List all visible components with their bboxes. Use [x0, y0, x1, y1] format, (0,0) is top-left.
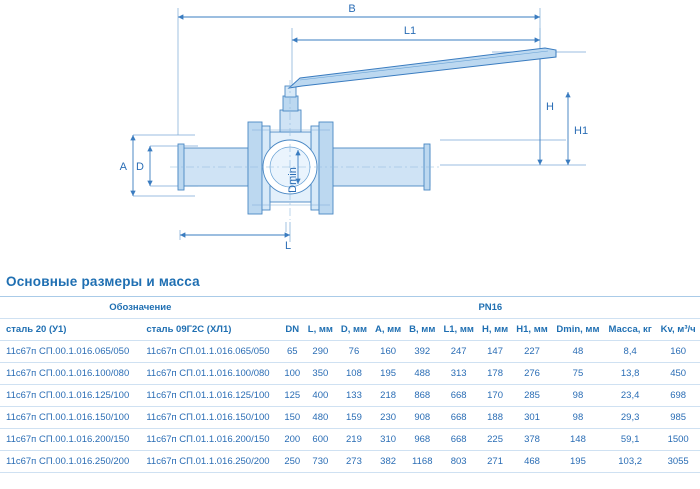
cell-mass: 29,3	[604, 407, 656, 429]
table-row	[0, 341, 700, 363]
cell-code20: 11с67п СП.00.1.016.125/100	[0, 385, 140, 407]
cell-h: 188	[478, 407, 512, 429]
header-col-a: A, мм	[371, 319, 405, 341]
cell-dmin: 98	[552, 407, 604, 429]
header-col-kv: Kv, м³/ч	[656, 319, 700, 341]
cell-dmin: 98	[552, 385, 604, 407]
table-row	[0, 363, 700, 385]
cell-b: 392	[405, 341, 439, 363]
cell-a: 310	[371, 429, 405, 451]
cell-h1: 301	[512, 407, 552, 429]
dimension-label-L1: L1	[403, 25, 417, 37]
cell-l: 350	[304, 363, 337, 385]
cell-d: 219	[337, 429, 371, 451]
cell-h: 147	[478, 341, 512, 363]
cell-mass: 23,4	[604, 385, 656, 407]
dimension-label-H: H	[546, 101, 554, 113]
dimension-label-B: B	[348, 3, 356, 15]
cell-a: 218	[371, 385, 405, 407]
cell-h: 178	[478, 363, 512, 385]
dimension-A	[120, 135, 133, 196]
header-col-dmin: Dmin, мм	[552, 319, 604, 341]
cell-dn: 100	[281, 363, 304, 385]
cell-dn: 125	[281, 385, 304, 407]
cell-l: 290	[304, 341, 337, 363]
table-header-row-top	[0, 297, 700, 319]
dimension-label-L: L	[284, 240, 292, 252]
dimension-label-A: A	[119, 161, 127, 173]
dimension-B	[178, 3, 540, 17]
table-row	[0, 385, 700, 407]
cell-l: 480	[304, 407, 337, 429]
cell-code20: 11с67п СП.00.1.016.100/080	[0, 363, 140, 385]
cell-h1: 276	[512, 363, 552, 385]
cell-a: 382	[371, 451, 405, 473]
cell-b: 968	[405, 429, 439, 451]
dimension-H	[540, 52, 554, 165]
cell-code09: 11с67п СП.01.1.016.125/100	[140, 385, 280, 407]
table-head	[0, 297, 700, 341]
header-col-h: H, мм	[478, 319, 512, 341]
dimension-label-Dmin: Dmin	[287, 167, 299, 193]
cell-b: 488	[405, 363, 439, 385]
cell-l1: 668	[439, 429, 478, 451]
header-col-l: L, мм	[304, 319, 337, 341]
dimension-L	[180, 235, 291, 252]
cell-d: 273	[337, 451, 371, 473]
cell-l: 600	[304, 429, 337, 451]
cell-dmin: 195	[552, 451, 604, 473]
cell-l1: 668	[439, 385, 478, 407]
cell-h1: 285	[512, 385, 552, 407]
header-pn: PN16	[281, 297, 700, 319]
table-header-row-columns	[0, 319, 700, 341]
cell-h1: 468	[512, 451, 552, 473]
specifications-table	[0, 296, 700, 473]
cell-mass: 8,4	[604, 341, 656, 363]
header-col-d: D, мм	[337, 319, 371, 341]
cell-b: 1168	[405, 451, 439, 473]
cell-kv: 985	[656, 407, 700, 429]
cell-code20: 11с67п СП.00.1.016.200/150	[0, 429, 140, 451]
cell-h1: 227	[512, 341, 552, 363]
cell-dmin: 75	[552, 363, 604, 385]
cell-code20: 11с67п СП.00.1.016.250/200	[0, 451, 140, 473]
dimension-label-D: D	[136, 161, 144, 173]
dimension-L1	[292, 25, 540, 40]
cell-code20: 11с67п СП.00.1.016.065/050	[0, 341, 140, 363]
cell-d: 108	[337, 363, 371, 385]
cell-d: 133	[337, 385, 371, 407]
cell-a: 195	[371, 363, 405, 385]
cell-dn: 65	[281, 341, 304, 363]
cell-mass: 59,1	[604, 429, 656, 451]
header-col-b: B, мм	[405, 319, 439, 341]
cell-code09: 11с67п СП.01.1.016.200/150	[140, 429, 280, 451]
specifications-section	[0, 270, 700, 473]
header-steel-09g2s: сталь 09Г2С (ХЛ1)	[140, 319, 280, 341]
header-col-l1: L1, мм	[439, 319, 478, 341]
cell-a: 230	[371, 407, 405, 429]
cell-dn: 250	[281, 451, 304, 473]
cell-kv: 3055	[656, 451, 700, 473]
cell-b: 868	[405, 385, 439, 407]
cell-l1: 247	[439, 341, 478, 363]
dimension-label-H1: H1	[574, 125, 589, 137]
cell-d: 159	[337, 407, 371, 429]
table-row	[0, 451, 700, 473]
header-col-dn: DN	[281, 319, 304, 341]
table-body	[0, 341, 700, 473]
valve-body	[170, 48, 556, 220]
cell-kv: 698	[656, 385, 700, 407]
cell-dn: 150	[281, 407, 304, 429]
cell-h: 170	[478, 385, 512, 407]
dimension-H1	[568, 92, 588, 165]
cell-code20: 11с67п СП.00.1.016.150/100	[0, 407, 140, 429]
cell-a: 160	[371, 341, 405, 363]
cell-l1: 313	[439, 363, 478, 385]
cell-code09: 11с67п СП.01.1.016.150/100	[140, 407, 280, 429]
cell-h1: 378	[512, 429, 552, 451]
cell-kv: 450	[656, 363, 700, 385]
cell-kv: 160	[656, 341, 700, 363]
header-designation: Обозначение	[0, 297, 281, 319]
cell-code09: 11с67п СП.01.1.016.100/080	[140, 363, 280, 385]
cell-kv: 1500	[656, 429, 700, 451]
dimension-D	[136, 146, 150, 186]
cell-mass: 103,2	[604, 451, 656, 473]
cell-dmin: 148	[552, 429, 604, 451]
cell-b: 908	[405, 407, 439, 429]
cell-h: 225	[478, 429, 512, 451]
cell-dmin: 48	[552, 341, 604, 363]
section-title: Основные размеры и масса	[6, 274, 200, 289]
table-row	[0, 429, 700, 451]
cell-code09: 11с67п СП.01.1.016.250/200	[140, 451, 280, 473]
cell-l: 400	[304, 385, 337, 407]
header-steel-20: сталь 20 (У1)	[0, 319, 140, 341]
cell-dn: 200	[281, 429, 304, 451]
cell-l1: 668	[439, 407, 478, 429]
cell-mass: 13,8	[604, 363, 656, 385]
cell-l: 730	[304, 451, 337, 473]
header-col-mass: Масса, кг	[604, 319, 656, 341]
extension-lines	[133, 8, 589, 242]
cell-l1: 803	[439, 451, 478, 473]
table-row	[0, 407, 700, 429]
cell-h: 271	[478, 451, 512, 473]
cell-code09: 11с67п СП.01.1.016.065/050	[140, 341, 280, 363]
header-col-h1: H1, мм	[512, 319, 552, 341]
cell-d: 76	[337, 341, 371, 363]
